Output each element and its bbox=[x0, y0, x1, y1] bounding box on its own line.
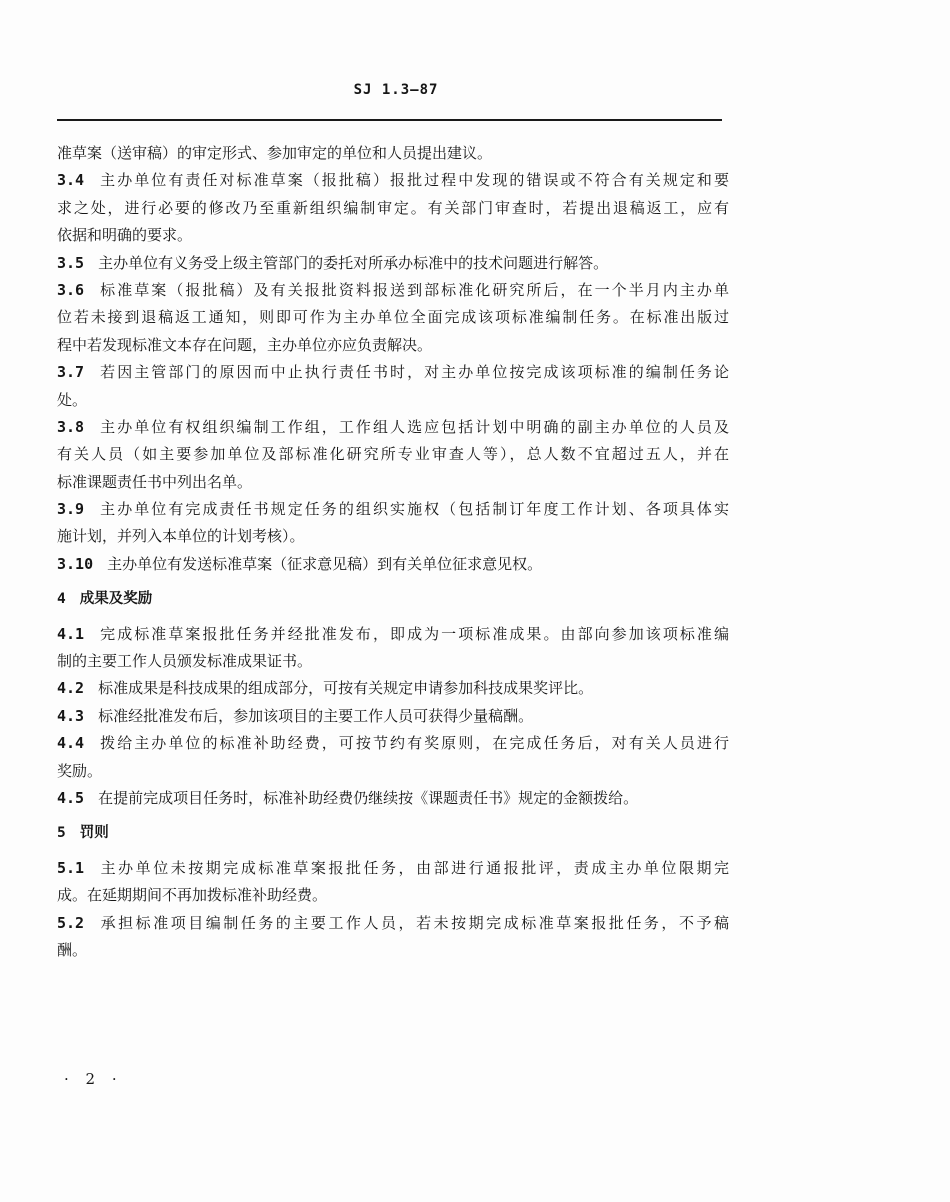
clause-number: 5.1 bbox=[57, 858, 85, 877]
clause-3-10 bbox=[57, 551, 729, 578]
text-line bbox=[57, 730, 729, 757]
text-line: 施计划，并列入本单位的计划考核）。 bbox=[57, 527, 305, 546]
clause-4-5 bbox=[57, 785, 729, 812]
text-line: 奖励。 bbox=[57, 761, 103, 780]
clause-text: 主办单位未按期完成标准草案报批任务，由部进行通报批评，责成主办单位限期完 bbox=[98, 858, 729, 877]
clause-number: 4.2 bbox=[57, 679, 85, 698]
clause-text: 承担标准项目编制任务的主要工作人员，若未按期完成标准草案报批任务，不予稿 bbox=[98, 913, 729, 932]
clause-number: 3.4 bbox=[57, 171, 85, 190]
clause-5-1 bbox=[57, 855, 729, 910]
text-line bbox=[57, 785, 729, 812]
clause-number: 3.7 bbox=[57, 363, 85, 382]
clause-number: 3.9 bbox=[57, 500, 85, 519]
document-code: SJ 1.3—87 bbox=[353, 82, 439, 98]
clause-number: 3.6 bbox=[57, 280, 85, 299]
text-line: 处。 bbox=[57, 390, 88, 409]
clause-5-2 bbox=[57, 910, 729, 965]
clause-text: 主办单位有发送标准草案（征求意见稿）到有关单位征求意见权。 bbox=[107, 554, 543, 573]
text-line: 酬。 bbox=[57, 940, 88, 959]
document-body bbox=[57, 140, 729, 964]
header-rule bbox=[57, 119, 722, 121]
clause-text: 主办单位有完成责任书规定任务的组织实施权（包括制订年度工作计划、各项具体实 bbox=[98, 500, 729, 519]
text-line: 求之处，进行必要的修改乃至重新组织编制审定。有关部门审查时，若提出退稿返工，应有 bbox=[57, 198, 729, 217]
clause-3-8 bbox=[57, 414, 729, 496]
text-line: 程中若发现标准文本存在问题，主办单位亦应负责解决。 bbox=[57, 335, 433, 354]
text-line bbox=[57, 551, 729, 578]
text-line: 标准课题责任书中列出名单。 bbox=[57, 472, 253, 491]
clause-3-9 bbox=[57, 496, 729, 551]
intro-paragraph bbox=[57, 140, 729, 167]
clause-3-6 bbox=[57, 277, 729, 359]
clause-number: 3.5 bbox=[57, 253, 85, 272]
clause-text: 拨给主办单位的标准补助经费，可按节约有奖原则，在完成任务后，对有关人员进行 bbox=[98, 734, 729, 753]
section-heading-5 bbox=[57, 820, 729, 847]
clause-number: 3.8 bbox=[57, 417, 85, 436]
text-line: 制的主要工作人员颁发标准成果证书。 bbox=[57, 652, 313, 671]
text-line bbox=[57, 250, 729, 277]
text-line bbox=[57, 621, 729, 648]
clause-number: 4.1 bbox=[57, 624, 85, 643]
clause-text: 标准草案（报批稿）及有关报批资料报送到部标准化研究所后，在一个半月内主办单 bbox=[98, 280, 729, 299]
clause-number: 5.2 bbox=[57, 913, 85, 932]
text-line bbox=[57, 910, 729, 937]
clause-text: 标准成果是科技成果的组成部分，可按有关规定申请参加科技成果奖评比。 bbox=[98, 679, 594, 698]
page-number: · 2 · bbox=[64, 1070, 123, 1088]
text-line bbox=[57, 675, 729, 702]
section-heading-4 bbox=[57, 586, 729, 613]
text-line: 有关人员（如主要参加单位及部标准化研究所专业审查人等），总人数不宜超过五人，并在 bbox=[57, 445, 729, 464]
clause-text: 主办单位有权组织编制工作组，工作组人选应包括计划中明确的副主办单位的人员及 bbox=[98, 417, 729, 436]
text-line bbox=[57, 703, 729, 730]
text-line: 位若未接到退稿返工通知，则即可作为主办单位全面完成该项标准编制任务。在标准出版过 bbox=[57, 308, 729, 327]
section-title: 罚则 bbox=[79, 825, 109, 842]
text-line bbox=[57, 414, 729, 441]
section-title: 成果及奖励 bbox=[79, 591, 153, 608]
text-line: 准草案（送审稿）的审定形式、参加审定的单位和人员提出建议。 bbox=[57, 144, 493, 162]
text-line: 依据和明确的要求。 bbox=[57, 226, 193, 245]
clause-number: 4.3 bbox=[57, 706, 85, 725]
text-line bbox=[57, 855, 729, 882]
clause-text: 主办单位有责任对标准草案（报批稿）报批过程中发现的错误或不符合有关规定和要 bbox=[98, 171, 729, 190]
clause-text: 完成标准草案报批任务并经批准发布，即成为一项标准成果。由部向参加该项标准编 bbox=[98, 624, 729, 643]
clause-text: 在提前完成项目任务时，标准补助经费仍继续按《课题责任书》规定的金额拨给。 bbox=[98, 788, 639, 807]
clause-4-1 bbox=[57, 621, 729, 676]
text-line bbox=[57, 277, 729, 304]
clause-number: 4.4 bbox=[57, 734, 85, 753]
text-line: 成。在延期期间不再加拨标准补助经费。 bbox=[57, 886, 328, 905]
clause-3-7 bbox=[57, 359, 729, 414]
clause-text: 若因主管部门的原因而中止执行责任书时，对主办单位按完成该项标准的编制任务论 bbox=[98, 363, 729, 382]
clause-number: 3.10 bbox=[57, 554, 94, 573]
clause-4-3 bbox=[57, 703, 729, 730]
clause-3-4 bbox=[57, 167, 729, 249]
clause-4-4 bbox=[57, 730, 729, 785]
section-number: 5 bbox=[57, 825, 66, 842]
clause-4-2 bbox=[57, 675, 729, 702]
clause-text: 标准经批准发布后，参加该项目的主要工作人员可获得少量稿酬。 bbox=[98, 706, 534, 725]
section-number: 4 bbox=[57, 591, 66, 608]
clause-text: 主办单位有义务受上级主管部门的委托对所承办标准中的技术问题进行解答。 bbox=[98, 253, 609, 272]
clause-3-5 bbox=[57, 250, 729, 277]
text-line bbox=[57, 359, 729, 386]
text-line bbox=[57, 167, 729, 194]
text-line bbox=[57, 496, 729, 523]
clause-number: 4.5 bbox=[57, 788, 85, 807]
